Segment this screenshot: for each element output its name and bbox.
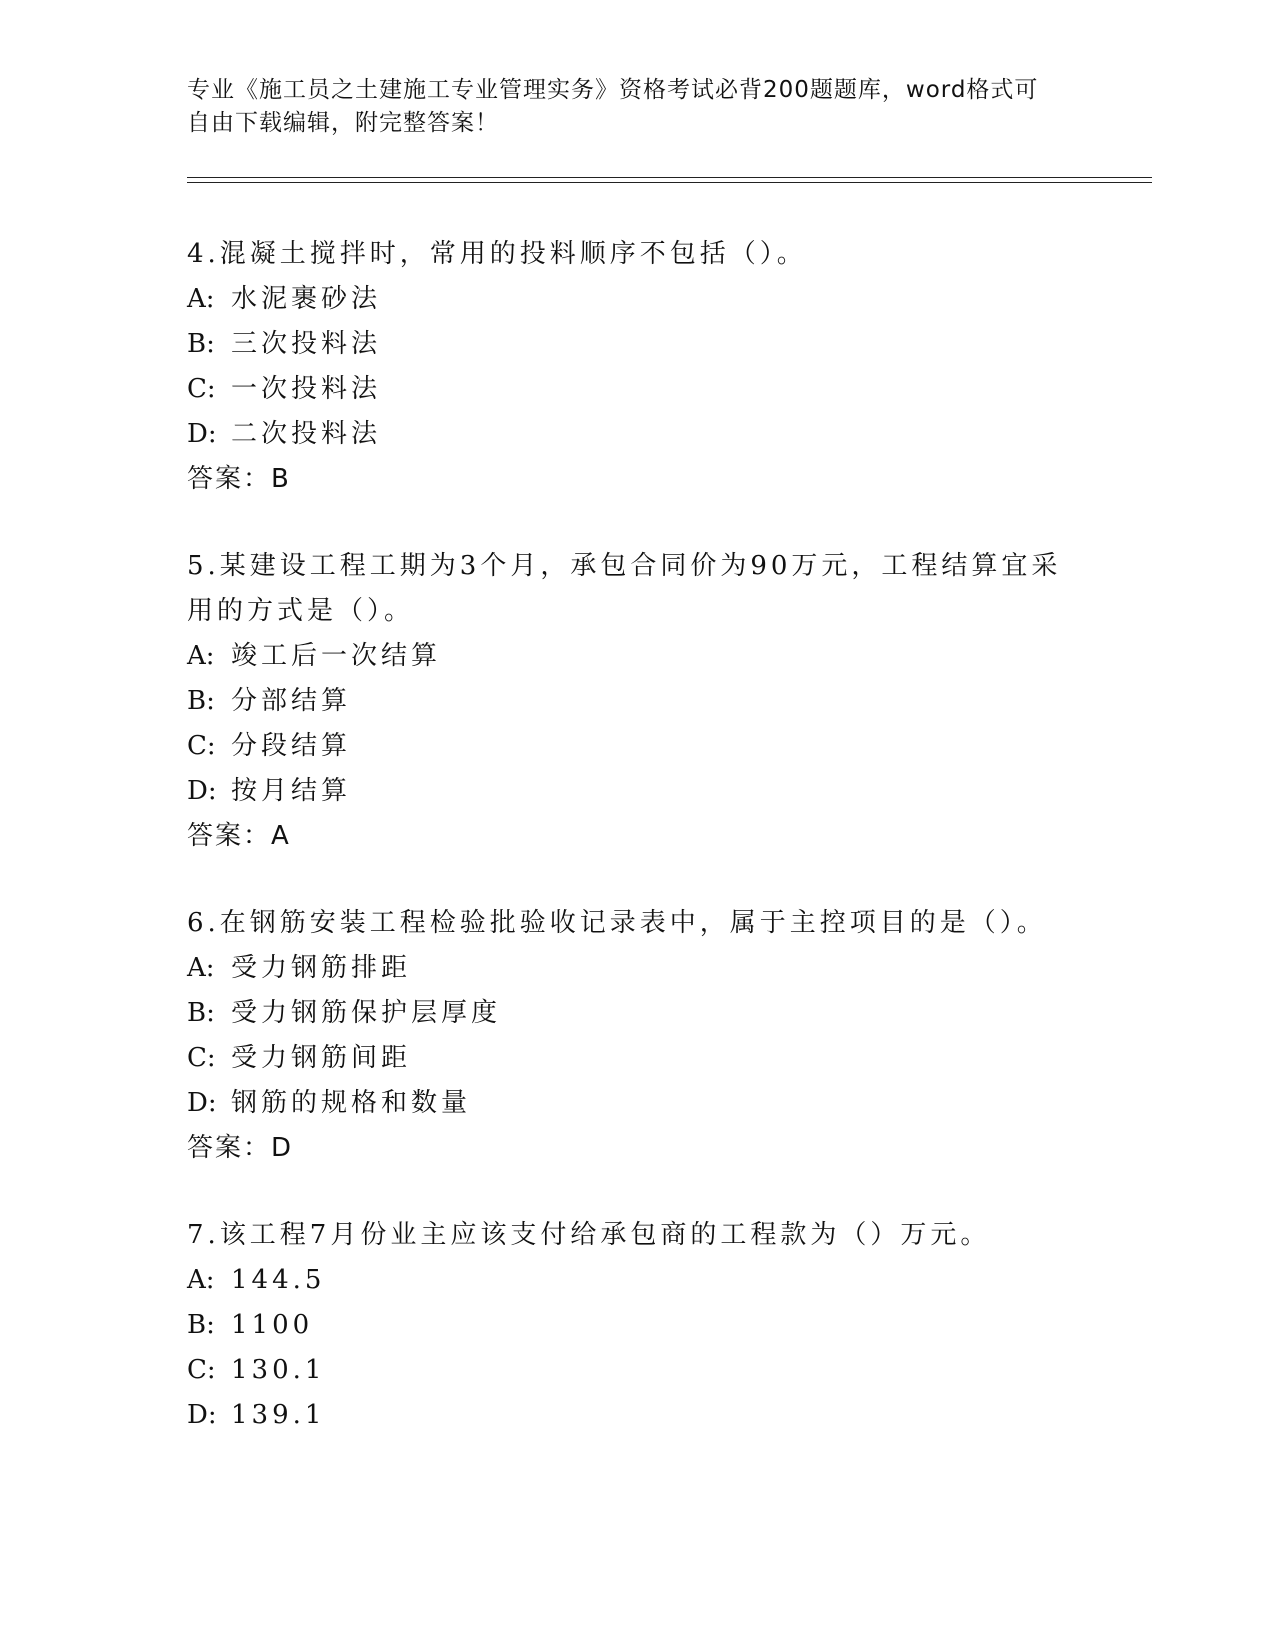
- option-c: [187, 1348, 1087, 1393]
- option-key: C:: [187, 1043, 216, 1073]
- option-key: D:: [187, 1088, 217, 1118]
- option-text: 三次投料法: [231, 329, 382, 359]
- option-a: [187, 634, 1087, 679]
- option-a: [187, 277, 1087, 322]
- header-title-line-1: 专业《施工员之土建施工专业管理实务》资格考试必背200题题库，word格式可: [187, 77, 1039, 103]
- option-text: 144.5: [231, 1265, 326, 1295]
- option-text: 139.1: [231, 1400, 326, 1430]
- option-key: A:: [187, 953, 215, 983]
- option-text: 分部结算: [231, 686, 352, 716]
- option-key: B:: [187, 329, 215, 359]
- option-key: A:: [187, 284, 215, 314]
- option-d: [187, 769, 1087, 814]
- option-key: C:: [187, 374, 216, 404]
- option-text: 受力钢筋间距: [231, 1043, 412, 1073]
- answer-line: 答案：D: [187, 1133, 294, 1163]
- option-a: [187, 1258, 1087, 1303]
- option-c: [187, 367, 1087, 412]
- option-c: [187, 1036, 1087, 1081]
- option-key: D:: [187, 776, 217, 806]
- option-text: 1100: [231, 1310, 314, 1340]
- option-text: 钢筋的规格和数量: [231, 1088, 472, 1118]
- option-key: C:: [187, 1355, 216, 1385]
- option-text: 分段结算: [231, 731, 352, 761]
- option-text: 竣工后一次结算: [231, 641, 442, 671]
- option-c: [187, 724, 1087, 769]
- question-stem: 6.在钢筋安装工程检验批验收记录表中，属于主控项目的是（）。: [187, 908, 1047, 938]
- document-header: [187, 74, 1077, 140]
- option-text: 受力钢筋排距: [231, 953, 412, 983]
- option-key: D:: [187, 419, 217, 449]
- answer-line: 答案：A: [187, 821, 291, 851]
- question-6: [187, 901, 1087, 1171]
- option-b: [187, 991, 1087, 1036]
- question-stem: 4.混凝土搅拌时，常用的投料顺序不包括（）。: [187, 239, 807, 269]
- option-b: [187, 679, 1087, 724]
- option-d: [187, 412, 1087, 457]
- option-key: C:: [187, 731, 216, 761]
- option-text: 130.1: [231, 1355, 326, 1385]
- option-d: [187, 1081, 1087, 1126]
- option-text: 受力钢筋保护层厚度: [231, 998, 502, 1028]
- option-text: 按月结算: [231, 776, 352, 806]
- header-divider-bottom: [187, 182, 1152, 183]
- option-b: [187, 322, 1087, 367]
- option-text: 一次投料法: [231, 374, 382, 404]
- header-divider-top: [187, 177, 1152, 178]
- question-list: [187, 232, 1087, 1480]
- question-5: [187, 544, 1087, 859]
- option-text: 水泥裹砂法: [231, 284, 382, 314]
- option-key: B:: [187, 998, 215, 1028]
- option-key: A:: [187, 641, 215, 671]
- question-7: [187, 1213, 1087, 1438]
- option-key: B:: [187, 686, 215, 716]
- question-stem: 5.某建设工程工期为3个月，承包合同价为90万元，工程结算宜采用的方式是（）。: [187, 551, 1062, 626]
- option-b: [187, 1303, 1087, 1348]
- option-key: D:: [187, 1400, 217, 1430]
- question-stem: 7.该工程7月份业主应该支付给承包商的工程款为（）万元。: [187, 1220, 991, 1250]
- option-text: 二次投料法: [231, 419, 382, 449]
- option-d: [187, 1393, 1087, 1438]
- header-title-line-2: 自由下载编辑，附完整答案！: [187, 110, 499, 136]
- answer-line: 答案：B: [187, 464, 291, 494]
- option-key: B:: [187, 1310, 215, 1340]
- question-4: [187, 232, 1087, 502]
- option-a: [187, 946, 1087, 991]
- option-key: A:: [187, 1265, 215, 1295]
